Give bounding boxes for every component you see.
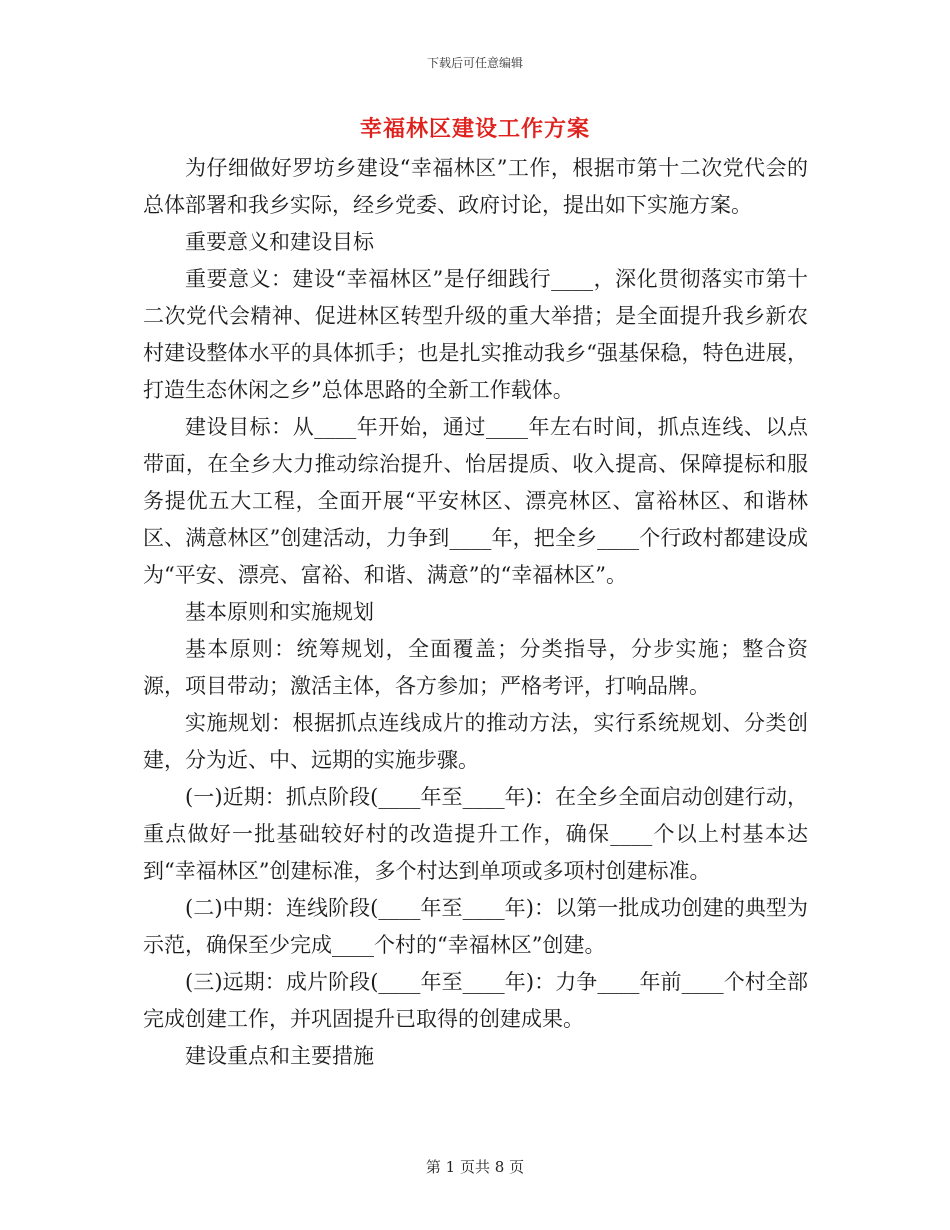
- paragraph-mid-term: (二)中期：连线阶段(____年至____年)：以第一批成功创建的典型为示范，确保至少完成____个村的“幸福林区”创建。: [143, 896, 808, 957]
- paragraph-significance: 重要意义：建设“幸福林区”是仔细践行____，深化贯彻落实市第十二次党代会精神、促进林区转型升级的重大举措；是全面提升我乡新农村建设整体水平的具体抓手；也是扎实推动我乡“强基保稳，特色进展，打造生态休闲之乡”总体思路的全新工作载体。: [143, 267, 808, 402]
- paragraph-short-term: (一)近期：抓点阶段(____年至____年)：在全乡全面启动创建行动，重点做好一批基础较好村的改造提升工作，确保____个以上村基本达到“幸福林区”创建标准，多个村达到单项或多项村创建标准。: [143, 785, 808, 883]
- paragraph-plan: 实施规划：根据抓点连线成片的推动方法，实行系统规划、分类创建，分为近、中、远期的实施步骤。: [143, 711, 808, 772]
- header-note: 下载后可任意编辑: [426, 56, 523, 70]
- section-heading-key-measures: 建设重点和主要措施: [185, 1044, 374, 1068]
- section-heading-principles-plan: 基本原则和实施规划: [185, 600, 374, 624]
- paragraph-intro: 为仔细做好罗坊乡建设“幸福林区”工作，根据市第十二次党代会的总体部署和我乡实际，经乡党委、政府讨论，提出如下实施方案。: [143, 156, 808, 217]
- paragraph-goals: 建设目标：从____年开始，通过____年左右时间，抓点连线、以点带面，在全乡大力推动综治提升、怡居提质、收入提高、保障提标和服务提优五大工程，全面开展“平安林区、漂亮林区、富裕林区、和谐林区、满意林区”创建活动，力争到____年，把全乡____个行政村都建设成为“平安、漂亮、富裕、和谐、满意”的“幸福林区”。: [143, 415, 808, 587]
- document-title: 幸福林区建设工作方案: [359, 117, 590, 142]
- paragraph-long-term: (三)远期：成片阶段(____年至____年)：力争____年前____个村全部完成创建工作，并巩固提升已取得的创建成果。: [143, 970, 808, 1031]
- section-heading-significance-goals: 重要意义和建设目标: [185, 230, 374, 254]
- page-number-footer: 第 1 页共 8 页: [425, 1158, 525, 1176]
- document-body: [143, 150, 808, 1075]
- paragraph-principles: 基本原则：统筹规划，全面覆盖；分类指导，分步实施；整合资源，项目带动；激活主体，各方参加；严格考评，打响品牌。: [143, 637, 808, 698]
